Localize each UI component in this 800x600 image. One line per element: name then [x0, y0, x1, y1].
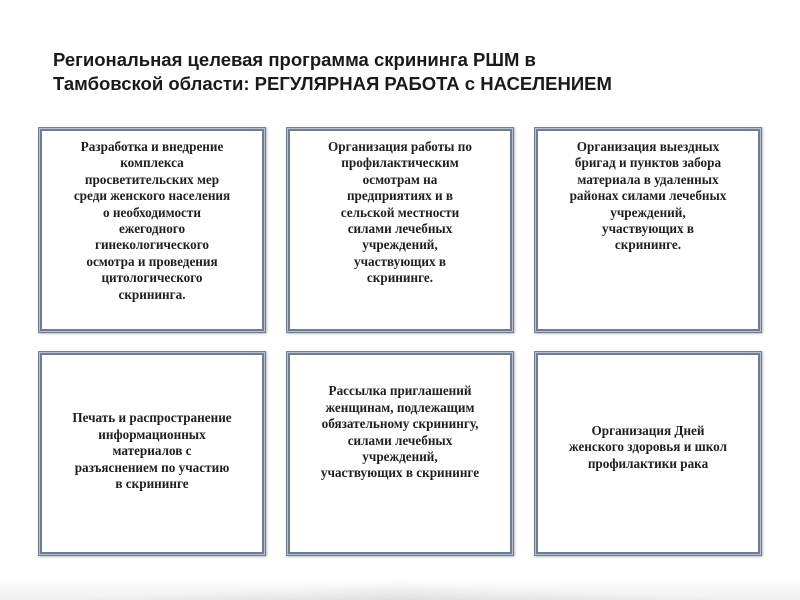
card-text: Организация выездных бригад и пунктов забора материала в удаленных районах силами лечебных учреждений, участвующих в скрининге.: [569, 139, 727, 253]
card-text: Организация Дней женского здоровья и школ профилактики рака: [569, 422, 727, 471]
card-education-measures: [38, 127, 266, 333]
card-text: Организация работы по профилактическим осмотрам на предприятиях и в сельской местности силами лечебных учреждений, участвующих в скрининге.: [328, 139, 472, 286]
card-health-days: [534, 351, 762, 556]
slide-title: [53, 48, 773, 96]
card-text: Печать и распространение информационных материалов с разъяснением по участию в скрининге: [72, 410, 232, 492]
card-info-materials: [38, 351, 266, 556]
card-text: Рассылка приглашений женщинам, подлежащим обязательному скринингу, силами лечебных учреждений, участвующих в скрининге: [320, 383, 480, 481]
slide-title-line-1: Региональная целевая программа скрининга РШМ в: [53, 49, 536, 70]
card-mobile-teams: [534, 127, 762, 333]
page-shadow-right: [400, 582, 800, 600]
page-shadow-left: [0, 582, 400, 600]
card-invitations: [286, 351, 514, 556]
card-text: Разработка и внедрение комплекса просветительских мер среди женского населения о необходимости ежегодного гинекологического осмотра и проведения цитологического скрининга.: [73, 139, 231, 302]
slide-title-line-2: Тамбовской области: РЕГУЛЯРНАЯ РАБОТА с НАСЕЛЕНИЕМ: [53, 73, 612, 94]
card-workplace-exams: [286, 127, 514, 333]
